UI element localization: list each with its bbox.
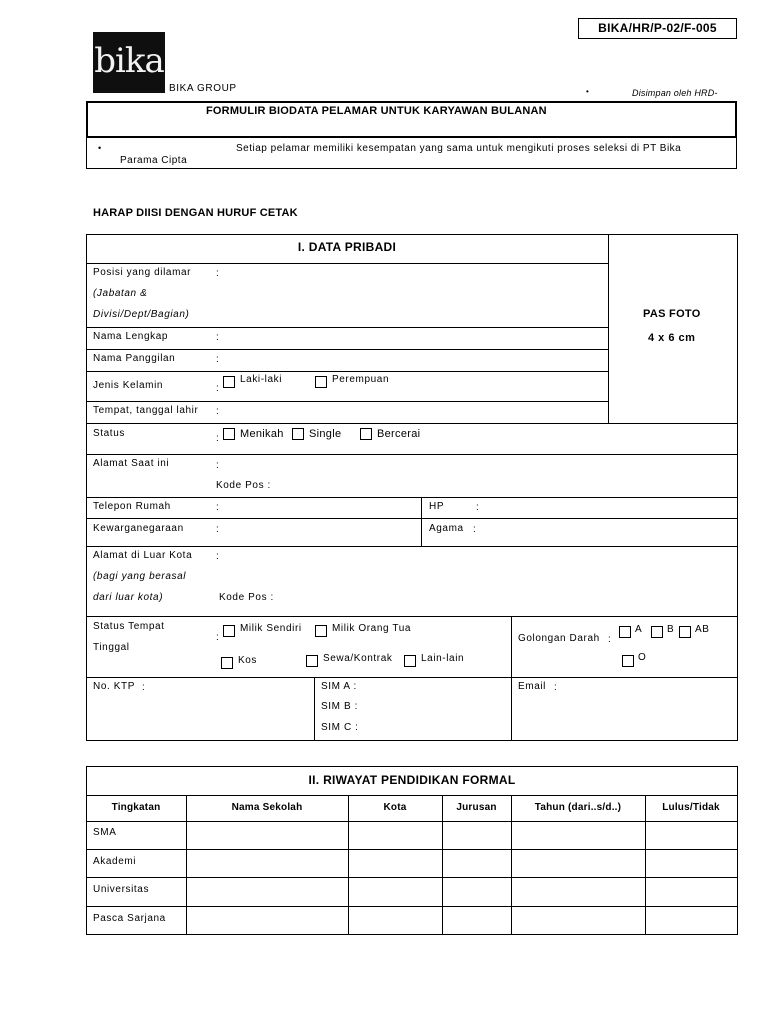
group-name: BIKA GROUP — [169, 83, 237, 94]
gol-b-checkbox[interactable] — [651, 626, 663, 638]
bika-logo: bika — [93, 32, 165, 93]
colon: : — [554, 682, 558, 693]
colon: : — [216, 551, 220, 562]
table-row: Universitas — [93, 884, 150, 895]
laki-laki-label: Laki-laki — [240, 374, 283, 385]
ktp-label: No. KTP — [93, 681, 135, 692]
nama-lengkap-label: Nama Lengkap — [93, 331, 169, 342]
colon: : — [216, 460, 220, 471]
alamat-luar-label: Alamat di Luar Kota — [93, 550, 193, 561]
gol-o-label: O — [638, 652, 647, 663]
jenis-kelamin-label: Jenis Kelamin — [93, 380, 164, 391]
fill-instruction: HARAP DIISI DENGAN HURUF CETAK — [93, 207, 298, 219]
col-tingkatan: Tingkatan — [111, 802, 161, 813]
colon: : — [216, 502, 220, 513]
table-row: Pasca Sarjana — [93, 913, 166, 924]
col-jurusan: Jurusan — [456, 802, 497, 813]
photo-label: PAS FOTO — [643, 308, 701, 320]
status-tempat-label1: Status Tempat — [93, 621, 165, 632]
perempuan-checkbox[interactable] — [315, 376, 327, 388]
gol-a-label: A — [635, 624, 643, 635]
storage-note: Disimpan oleh HRD- — [632, 88, 718, 98]
photo-size: 4 x 6 cm — [648, 332, 696, 344]
sim-c-label: SIM C : — [321, 722, 359, 733]
gol-b-label: B — [667, 624, 675, 635]
colon: : — [216, 383, 220, 394]
status-tempat-label2: Tinggal — [93, 642, 130, 653]
gol-a-checkbox[interactable] — [619, 626, 631, 638]
statement-line1: Setiap pelamar memiliki kesempatan yang sama untuk mengikuti proses seleksi di PT Bika — [236, 143, 682, 154]
lain-lain-checkbox[interactable] — [404, 655, 416, 667]
posisi-sub2: Divisi/Dept/Bagian) — [93, 309, 190, 320]
status-label: Status — [93, 428, 125, 439]
colon: : — [216, 406, 220, 417]
colon: : — [476, 502, 480, 513]
statement-line2: Parama Cipta — [120, 155, 188, 166]
menikah-checkbox[interactable] — [223, 428, 235, 440]
sewa-checkbox[interactable] — [306, 655, 318, 667]
col-lulus: Lulus/Tidak — [662, 802, 720, 813]
col-kota: Kota — [383, 802, 407, 813]
laki-laki-checkbox[interactable] — [223, 376, 235, 388]
kos-label: Kos — [238, 655, 258, 666]
colon: : — [216, 524, 220, 535]
section-title-pendidikan: II. RIWAYAT PENDIDIKAN FORMAL — [308, 773, 516, 787]
milik-sendiri-checkbox[interactable] — [223, 625, 235, 637]
agama-label: Agama — [429, 523, 464, 534]
colon: : — [142, 682, 146, 693]
single-label: Single — [309, 428, 342, 440]
bercerai-checkbox[interactable] — [360, 428, 372, 440]
kode-pos-luar-label: Kode Pos : — [219, 592, 274, 603]
ttl-label: Tempat, tanggal lahir — [93, 405, 199, 416]
posisi-sub1: (Jabatan & — [93, 288, 148, 299]
milik-sendiri-label: Milik Sendiri — [240, 623, 302, 634]
telepon-label: Telepon Rumah — [93, 501, 171, 512]
alamat-luar-sub2: dari luar kota) — [93, 592, 164, 603]
lain-lain-label: Lain-lain — [421, 653, 465, 664]
perempuan-label: Perempuan — [332, 374, 390, 385]
colon: : — [216, 332, 220, 343]
bercerai-label: Bercerai — [377, 428, 421, 440]
alamat-label: Alamat Saat ini — [93, 458, 170, 469]
sim-b-label: SIM B : — [321, 701, 358, 712]
kos-checkbox[interactable] — [221, 657, 233, 669]
colon: : — [608, 634, 612, 645]
golongan-darah-label: Golongan Darah — [518, 633, 600, 644]
kewarganegaraan-label: Kewarganegaraan — [93, 523, 184, 534]
alamat-luar-sub1: (bagi yang berasal — [93, 571, 187, 582]
single-checkbox[interactable] — [292, 428, 304, 440]
gol-ab-checkbox[interactable] — [679, 626, 691, 638]
statement-bullet: • — [98, 143, 102, 153]
sim-a-label: SIM A : — [321, 681, 357, 692]
posisi-label: Posisi yang dilamar — [93, 267, 192, 278]
milik-ortu-label: Milik Orang Tua — [332, 623, 412, 634]
colon: : — [216, 354, 220, 365]
email-label: Email — [518, 681, 547, 692]
document-code: BIKA/HR/P-02/F-005 — [578, 18, 737, 39]
col-tahun: Tahun (dari..s/d..) — [534, 802, 622, 813]
table-row: Akademi — [93, 856, 137, 867]
table-row: SMA — [93, 827, 117, 838]
milik-ortu-checkbox[interactable] — [315, 625, 327, 637]
colon: : — [473, 524, 477, 535]
section-title-data-pribadi: I. DATA PRIBADI — [297, 240, 397, 254]
menikah-label: Menikah — [240, 428, 284, 440]
sewa-label: Sewa/Kontrak — [323, 653, 393, 664]
colon: : — [216, 632, 220, 643]
gol-ab-label: AB — [695, 624, 710, 635]
kode-pos-label: Kode Pos : — [216, 480, 271, 491]
col-nama-sekolah: Nama Sekolah — [231, 802, 303, 813]
form-title: FORMULIR BIODATA PELAMAR UNTUK KARYAWAN BULANAN — [206, 105, 547, 117]
colon: : — [216, 268, 220, 279]
note-bullet: • — [586, 87, 590, 96]
nama-panggilan-label: Nama Panggilan — [93, 353, 176, 364]
colon: : — [216, 433, 220, 444]
hp-label: HP — [429, 501, 445, 512]
gol-o-checkbox[interactable] — [622, 655, 634, 667]
